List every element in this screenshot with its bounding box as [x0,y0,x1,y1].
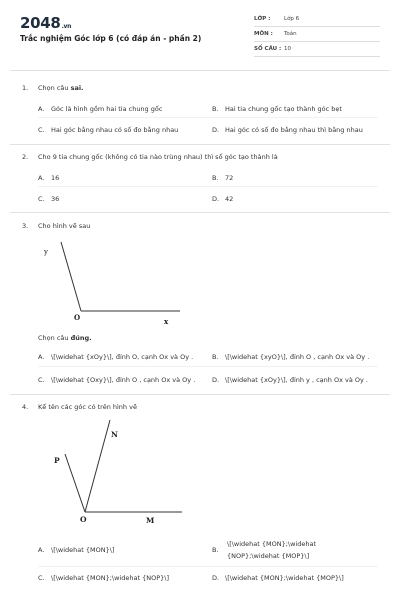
q4-option-c[interactable]: C. \[\widehat {MON};\widehat {NOP}\] [38,574,169,582]
question-2-number: 2. [22,153,29,161]
option-divider [38,366,378,367]
q4-option-b-line2: {NOP};\widehat {MOP}\] [227,552,310,560]
label-o: O [80,515,87,524]
question-1-text: Chọn câu sai. [38,84,84,92]
meta-divider [254,41,380,42]
class-label: LỚP : [254,16,271,22]
question-2-text: Cho 9 tia chung gốc (không có tia nào trùng nhau) thì số góc tạo thành là [38,153,278,161]
angle-xoy-figure [38,238,188,330]
question-4-number: 4. [22,403,29,411]
option-divider [38,117,378,118]
label-m: M [146,516,155,525]
q4-option-b[interactable]: B. [212,546,219,554]
label-y: y [44,248,48,256]
site-logo[interactable] [20,14,71,32]
ray-op [65,454,85,512]
q4-option-a[interactable]: A. \[\widehat {MON}\] [38,546,115,554]
q1-option-a[interactable]: A. Góc là hình gồm hai tia chung gốc [38,105,163,113]
label-n: N [111,430,118,439]
subject-label: MÔN : [254,31,273,37]
question-1-number: 1. [22,84,29,92]
q3-option-d[interactable]: D. \[\widehat {xOy}\], đỉnh y , cạnh Ox và Oy . [212,376,368,384]
q2-option-a[interactable]: A. 16 [38,174,60,182]
question-4-text: Kể tên các góc có trên hình vẽ [38,403,137,411]
q3-option-b[interactable]: B. \[\widehat {xyO}\], đỉnh O , cạnh Ox và Oy . [212,353,370,361]
logo-text: 2048 [20,14,61,32]
question-divider [10,394,390,395]
q1-option-c[interactable]: C. Hai góc bằng nhau có số đo bằng nhau [38,126,179,134]
header-divider [10,70,390,71]
ray-oy [61,242,81,311]
q2-option-d[interactable]: D. 42 [212,195,234,203]
meta-divider [254,26,380,27]
class-value: Lớp 6 [284,16,300,22]
q2-option-b[interactable]: B. 72 [212,174,234,182]
q2-option-c[interactable]: C. 36 [38,195,60,203]
q3-option-a[interactable]: A. \[\widehat {xOy}\], đỉnh O, cạnh Ox và Oy . [38,353,194,361]
option-divider [38,566,378,567]
meta-divider [254,56,380,57]
label-p: P [54,456,60,465]
option-divider [38,186,378,187]
ray-on [85,420,110,512]
question-divider [10,144,390,145]
q4-option-b-line1: \[\widehat {MON};\widehat [227,540,317,548]
question-divider [10,212,390,213]
angles-mon-figure [50,412,190,530]
q1-option-b[interactable]: B. Hai tia chung gốc tạo thành góc bẹt [212,105,342,113]
count-value: 10 [284,46,291,52]
q4-option-d[interactable]: D. \[\widehat {MON};\widehat {MOP}\] [212,574,344,582]
page-title: Trắc nghiệm Góc lớp 6 (có đáp án - phần 2) [20,34,202,43]
q1-option-d[interactable]: D. Hai góc có số đo bằng nhau thì bằng nhau [212,126,363,134]
question-3-number: 3. [22,222,29,230]
question-3-subtext: Chọn câu đúng. [38,334,92,342]
label-x: x [164,317,169,326]
label-o: O [74,313,81,322]
q3-option-c[interactable]: C. \[\widehat {Oxy}\], đỉnh O , cạnh Ox và Oy . [38,376,196,384]
logo-suffix: .vn [61,23,72,30]
count-label: SỐ CÂU : [254,46,282,52]
subject-value: Toán [284,31,297,37]
question-3-text: Cho hình vẽ sau [38,222,91,230]
